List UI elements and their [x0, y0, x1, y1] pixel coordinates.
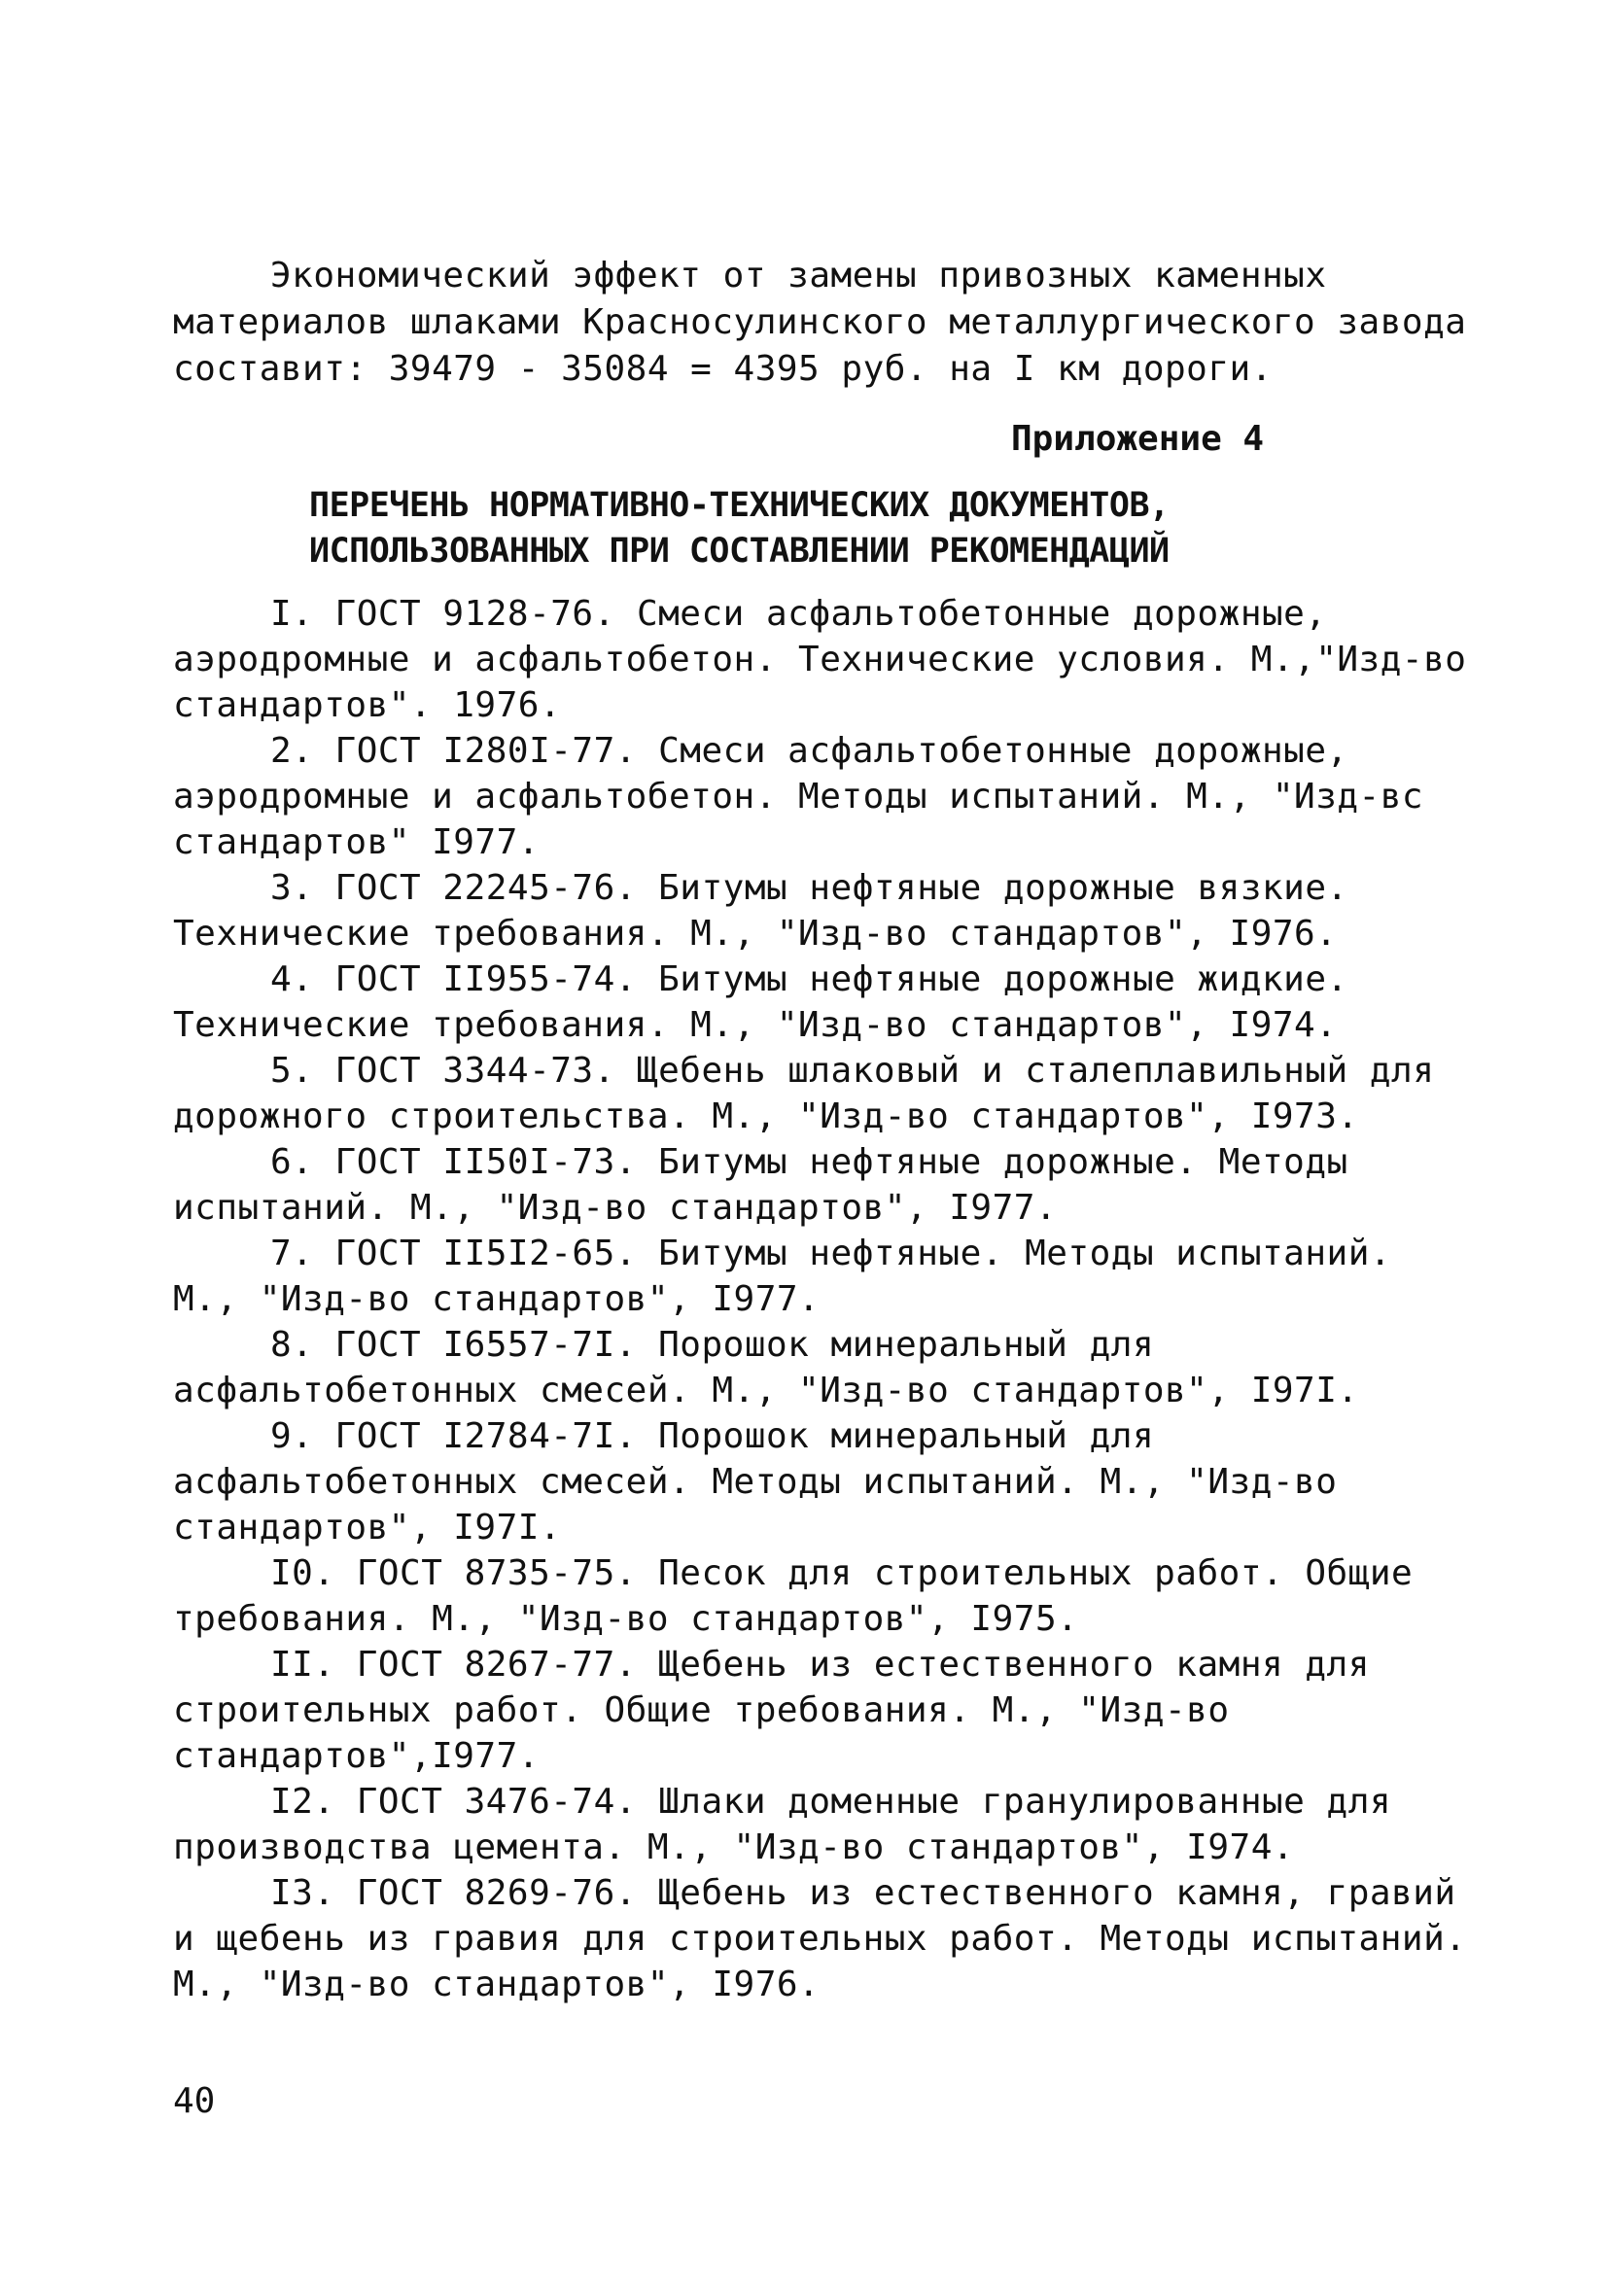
- page-number: 40: [173, 2081, 216, 2121]
- reference-item: I. ГОСТ 9128-76. Смеси асфальтобетонные дорожные, аэродромные и асфальтобетон. Технические условия. М.,"Изд-во стандартов". 1976.: [173, 594, 1467, 725]
- reference-item: II. ГОСТ 8267-77. Щебень из естественного камня для строительных работ. Общие требования. М., "Изд-во стандартов",I977.: [173, 1645, 1370, 1776]
- reference-item: I2. ГОСТ 3476-74. Шлаки доменные гранулированные для производства цемента. М., "Изд-во стандартов", I974.: [173, 1782, 1392, 1867]
- economic-effect-paragraph: [173, 253, 1488, 393]
- reference-item: I0. ГОСТ 8735-75. Песок для строительных работ. Общие требования. М., "Изд-во стандартов", I975.: [173, 1553, 1414, 1639]
- reference-item: 3. ГОСТ 22245-76. Битумы нефтяные дорожные вязкие. Технические требования. М., "Изд-во стандартов", I976.: [173, 868, 1348, 954]
- intro-text: Экономический эффект от замены привозных каменных материалов шлаками Красносулинского металлургического завода составит: 39479 - 35084 = 4395 руб. на I км дороги.: [173, 256, 1488, 389]
- reference-item: 7. ГОСТ II5I2-65. Битумы нефтяные. Методы испытаний. М., "Изд-во стандартов", I977.: [173, 1234, 1392, 1319]
- appendix-label: Приложение 4: [1011, 419, 1265, 459]
- heading-line-2: ИСПОЛЬЗОВАННЫХ ПРИ СОСТАВЛЕНИИ РЕКОМЕНДАЦИЙ: [309, 532, 1170, 571]
- heading-line-1: ПЕРЕЧЕНЬ НОРМАТИВНО-ТЕХНИЧЕСКИХ ДОКУМЕНТОВ,: [309, 486, 1170, 525]
- reference-item: 4. ГОСТ II955-74. Битумы нефтяные дорожные жидкие. Технические требования. М., "Изд-во стандартов", I974.: [173, 959, 1348, 1045]
- reference-item: 2. ГОСТ I280I-77. Смеси асфальтобетонные дорожные, аэродромные и асфальтобетон. Методы испытаний. М., "Изд-вс стандартов" I977.: [173, 731, 1424, 862]
- reference-item: 5. ГОСТ 3344-73. Щебень шлаковый и сталеплавильный для дорожного строительства. М., "Изд-во стандартов", I973.: [173, 1051, 1435, 1136]
- references-heading: [309, 483, 1476, 574]
- references-list: [173, 591, 1476, 2007]
- reference-item: 9. ГОСТ I2784-7I. Порошок минеральный для асфальтобетонных смесей. Методы испытаний. М., "Изд-во стандартов", I97I.: [173, 1416, 1338, 1548]
- reference-item: 8. ГОСТ I6557-7I. Порошок минеральный для асфальтобетонных смесей. М., "Изд-во стандартов", I97I.: [173, 1325, 1359, 1410]
- reference-item: I3. ГОСТ 8269-76. Щебень из естественного камня, гравий и щебень из гравия для строительных работ. Методы испытаний. М., "Изд-во стандартов", I976.: [173, 1873, 1467, 2004]
- reference-item: 6. ГОСТ II50I-73. Битумы нефтяные дорожные. Методы испытаний. М., "Изд-во стандартов", I977.: [173, 1142, 1348, 1228]
